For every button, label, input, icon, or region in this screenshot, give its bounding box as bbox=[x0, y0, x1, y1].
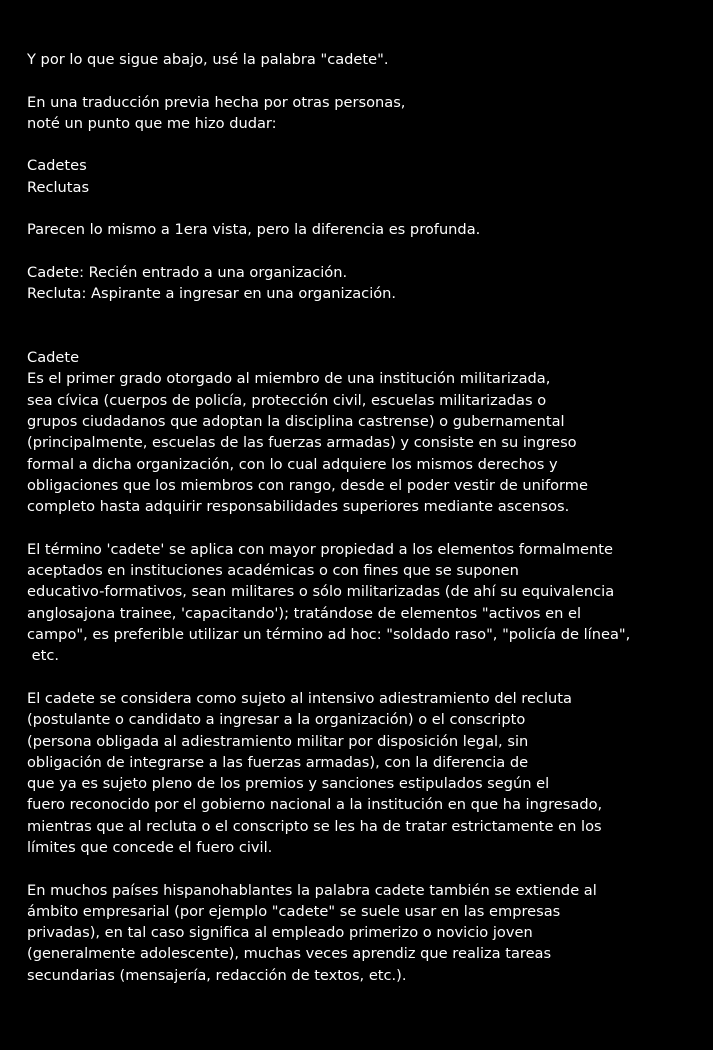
text-line: privadas), en tal caso significa al empleado primerizo o novicio joven bbox=[27, 924, 533, 942]
text-line: sea cívica (cuerpos de policía, protección civil, escuelas militarizadas o bbox=[27, 391, 547, 409]
text-line: fuero reconocido por el gobierno nacional a la institución en que ha ingresado, bbox=[27, 796, 603, 814]
text-line: (postulante o candidato a ingresar a la organización) o el conscripto bbox=[27, 711, 526, 729]
text-line: grupos ciudadanos que adoptan la disciplina castrense) o gubernamental bbox=[27, 413, 565, 431]
text-line bbox=[27, 241, 707, 262]
text-line: campo", es preferible utilizar un término ad hoc: "soldado raso", "policía de línea", bbox=[27, 626, 631, 644]
text-line bbox=[27, 134, 707, 155]
text-line: El término 'cadete' se aplica con mayor propiedad a los elementos formalmente bbox=[27, 540, 613, 558]
text-line: anglosajona trainee, 'capacitando'); tratándose de elementos "activos en el bbox=[27, 604, 582, 622]
text-line: Cadetes bbox=[27, 157, 87, 175]
text-line bbox=[27, 305, 707, 326]
text-line: ámbito empresarial (por ejemplo "cadete" se suele usar en las empresas bbox=[27, 902, 561, 920]
text-line bbox=[27, 518, 707, 539]
text-line: obligaciones que los miembros con rango, desde el poder vestir de uniforme bbox=[27, 476, 588, 494]
text-line: etc. bbox=[27, 647, 60, 665]
text-line: aceptados en instituciones académicas o con fines que se suponen bbox=[27, 562, 519, 580]
text-line: En una traducción previa hecha por otras personas, bbox=[27, 93, 406, 111]
text-line bbox=[27, 198, 707, 219]
text-line bbox=[27, 326, 707, 347]
text-line: secundarias (mensajería, redacción de textos, etc.). bbox=[27, 966, 407, 984]
text-line: (generalmente adolescente), muchas veces aprendiz que realiza tareas bbox=[27, 945, 552, 963]
text-line: (principalmente, escuelas de las fuerzas armadas) y consiste en su ingreso bbox=[27, 434, 577, 452]
text-line: Cadete: Recién entrado a una organización. bbox=[27, 263, 348, 281]
text-line: que ya es sujeto pleno de los premios y sanciones estipulados según el bbox=[27, 775, 550, 793]
text-line bbox=[27, 858, 707, 879]
text-line: Cadete bbox=[27, 349, 80, 367]
text-line: formal a dicha organización, con lo cual adquiere los mismos derechos y bbox=[27, 455, 558, 473]
text-line: Reclutas bbox=[27, 178, 90, 196]
text-line: mientras que al recluta o el conscripto se les ha de tratar estrictamente en los bbox=[27, 817, 602, 835]
text-line: obligación de integrarse a las fuerzas armadas), con la diferencia de bbox=[27, 753, 529, 771]
text-page bbox=[27, 49, 707, 986]
text-line: Es el primer grado otorgado al miembro de una institución militarizada, bbox=[27, 370, 551, 388]
text-line bbox=[27, 70, 707, 91]
text-line: educativo-formativos, sean militares o sólo militarizadas (de ahí su equivalencia bbox=[27, 583, 615, 601]
text-line: completo hasta adquirir responsabilidades superiores mediante ascensos. bbox=[27, 498, 570, 516]
text-line: noté un punto que me hizo dudar: bbox=[27, 114, 277, 132]
text-line: Y por lo que sigue abajo, usé la palabra "cadete". bbox=[27, 51, 389, 68]
text-line: (persona obligada al adiestramiento militar por disposición legal, sin bbox=[27, 732, 529, 750]
text-line: Parecen lo mismo a 1era vista, pero la diferencia es profunda. bbox=[27, 221, 481, 239]
text-line: El cadete se considera como sujeto al intensivo adiestramiento del recluta bbox=[27, 689, 572, 707]
text-line: En muchos países hispanohablantes la palabra cadete también se extiende al bbox=[27, 881, 597, 899]
text-line: Recluta: Aspirante a ingresar en una organización. bbox=[27, 285, 397, 303]
text-line bbox=[27, 667, 707, 688]
text-line: límites que concede el fuero civil. bbox=[27, 838, 273, 856]
